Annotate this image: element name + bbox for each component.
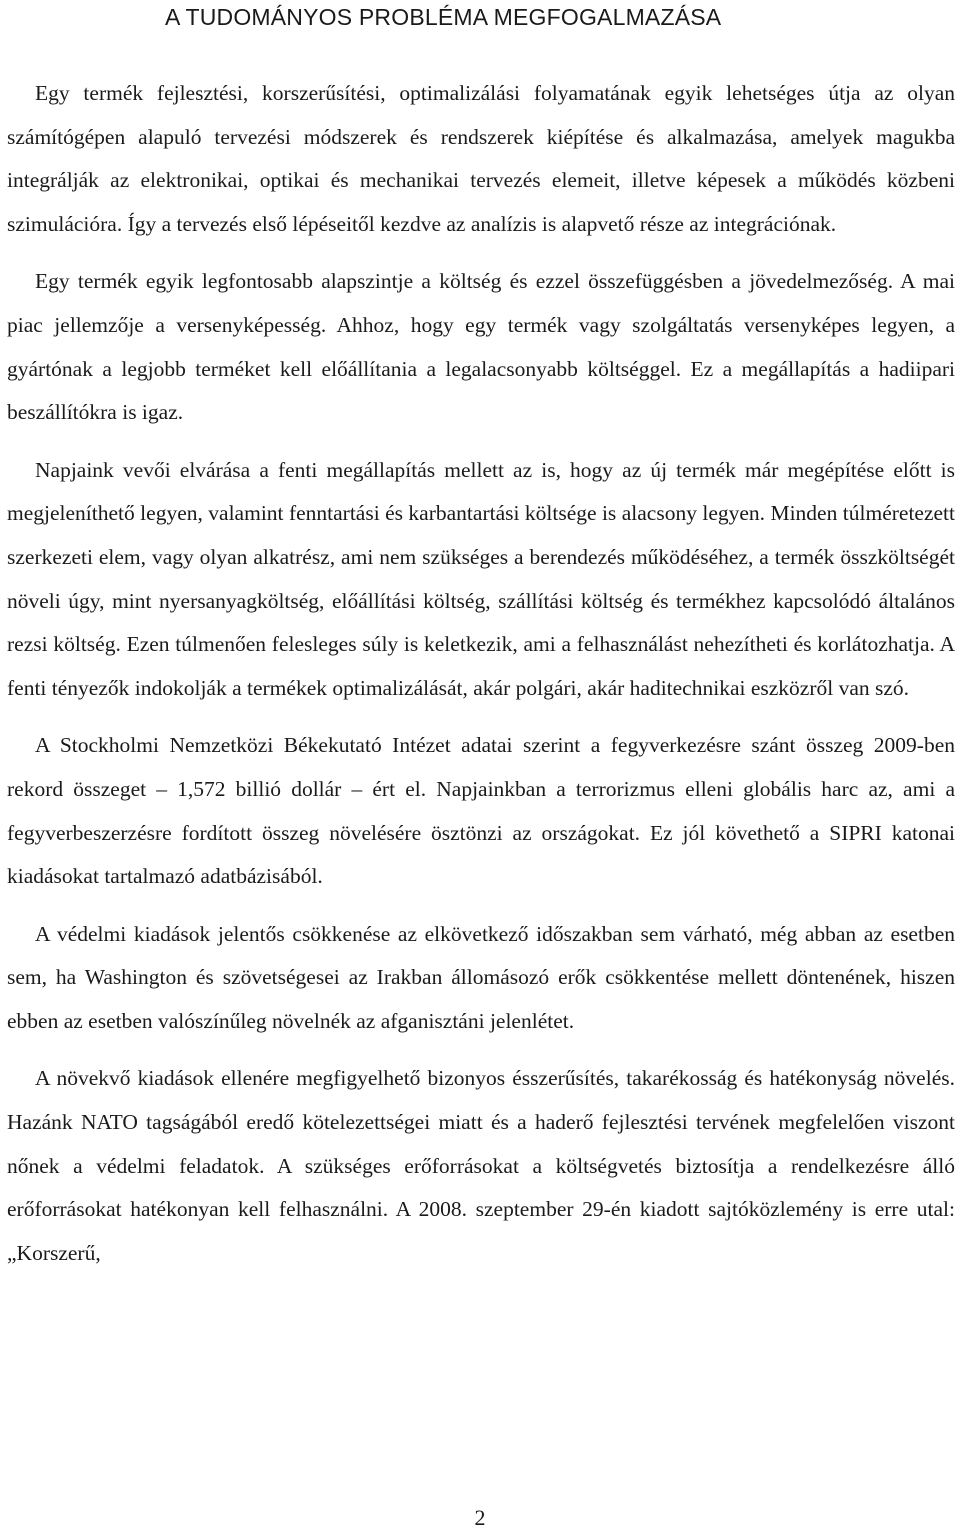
paragraph-1: Egy termék fejlesztési, korszerűsítési, optimalizálási folyamatának egyik lehetséges útja az olyan számítógépen alapuló tervezési módszerek és rendszerek kiépítése és alkalmazása, amelyek magukba integrálják az elektronikai, optikai és mechanikai tervezés elemeit, illetve képesek a működés közbeni szimulációra. Így a tervezés első lépéseitől kezdve az analízis is alapvető része az integrációnak. — [7, 81, 955, 236]
paragraph-3: Napjaink vevői elvárása a fenti megállapítás mellett az is, hogy az új termék már megépítése előtt is megjeleníthető legyen, valamint fenntartási és karbantartási költsége is alacsony legyen. Minden túlméretezett szerkezeti elem, vagy olyan alkatrész, ami nem szükséges a berendezés működéséhez, a termék összköltségét növeli úgy, mint nyersanyagköltség, előállítási költség, szállítási költség és termékhez kapcsolódó általános rezsi költség. Ezen túlmenően felesleges súly is keletkezik, ami a felhasználást nehezítheti és korlátozhatja. A fenti tényezők indokolják a termékek optimalizálását, akár polgári, akár haditechnikai eszközről van szó. — [7, 457, 955, 700]
paragraph-4: A Stockholmi Nemzetközi Békekutató Intézet adatai szerint a fegyverkezésre szánt összeg 2009-ben rekord összeget – 1,572 billió dollár – ért el. Napjainkban a terrorizmus elleni globális harc az, ami a fegyverbeszerzésre fordított összeg növelésére ösztönzi az országokat. Ez jól követhető a SIPRI katonai kiadásokat tartalmazó adatbázisából. — [7, 733, 955, 889]
page-number: 2 — [474, 1505, 486, 1530]
document-title: A TUDOMÁNYOS PROBLÉMA MEGFOGALMAZÁSA — [165, 4, 722, 30]
paragraph-6: A növekvő kiadások ellenére megfigyelhető bizonyos ésszerűsítés, takarékosság és hatékonyság növelés. Hazánk NATO tagságából eredő kötelezettségei miatt és a haderő fejlesztési tervének megfelelően viszont nőnek a védelmi feladatok. A szükséges erőforrásokat a költségvetés biztosítja a rendelkezésre álló erőforrásokat hatékonyan kell felhasználni. A 2008. szeptember 29-én kiadott sajtóközlemény is erre utal: „Korszerű, — [7, 1066, 955, 1265]
paragraph-5: A védelmi kiadások jelentős csökkenése az elkövetkező időszakban sem várható, még abban az esetben sem, ha Washington és szövetségesei az Irakban állomásozó erők csökkentése mellett döntenének, hiszen ebben az esetben valószínűleg növelnék az afganisztáni jelenlétet. — [7, 921, 955, 1033]
paragraph-2: Egy termék egyik legfontosabb alapszintje a költség és ezzel összefüggésben a jövedelmezőség. A mai piac jellemzője a versenyképesség. Ahhoz, hogy egy termék vagy szolgáltatás versenyképes legyen, a gyártónak a legjobb terméket kell előállítania a legalacsonyabb költséggel. Ez a megállapítás a hadiipari beszállítókra is igaz. — [7, 269, 955, 425]
document-body — [7, 72, 955, 1289]
